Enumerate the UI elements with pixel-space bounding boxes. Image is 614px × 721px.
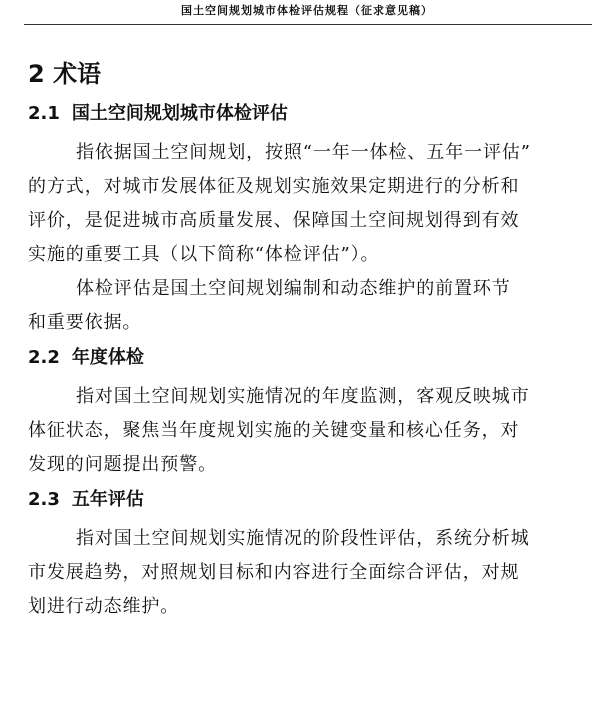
- text-line: 划进行动态维护。: [28, 596, 180, 617]
- text-line: 发现的问题提出预警。: [28, 454, 217, 475]
- subsection-number: 2.3: [28, 489, 60, 510]
- subsection-heading-2-3: [28, 482, 588, 518]
- text-line: 和重要依据。: [28, 312, 142, 333]
- header-divider: [24, 24, 592, 25]
- running-header: 国土空间规划城市体检评估规程（征求意见稿）: [181, 4, 433, 17]
- text-line: 体征状态，聚焦当年度规划实施的关键变量和核心任务，对: [28, 420, 520, 441]
- text-line: 指对国土空间规划实施情况的年度监测，客观反映城市: [76, 386, 530, 407]
- text-line: 市发展趋势，对照规划目标和内容进行全面综合评估，对规: [28, 562, 520, 583]
- paragraph: [28, 380, 588, 482]
- text-line: 指对国土空间规划实施情况的阶段性评估，系统分析城: [76, 528, 530, 549]
- section-heading: [28, 52, 588, 96]
- subsection-title: 年度体检: [71, 347, 144, 368]
- subsection-number: 2.1: [28, 103, 60, 124]
- text-line: 评价，是促进城市高质量发展、保障国土空间规划得到有效: [28, 210, 520, 231]
- text-line: 体检评估是国土空间规划编制和动态维护的前置环节: [76, 278, 511, 299]
- section-title: 术语: [53, 60, 102, 88]
- paragraph: [28, 522, 588, 624]
- subsection-heading-2-1: [28, 96, 588, 132]
- subsection-heading-2-2: [28, 340, 588, 376]
- paragraph: [28, 272, 588, 340]
- subsection-title: 五年评估: [71, 489, 144, 510]
- text-line: 指依据国土空间规划，按照“一年一体检、五年一评估”: [76, 142, 531, 163]
- subsection-title: 国土空间规划城市体检评估: [71, 103, 288, 124]
- document-body: [28, 52, 588, 624]
- text-line: 的方式，对城市发展体征及规划实施效果定期进行的分析和: [28, 176, 520, 197]
- text-line: 实施的重要工具（以下简称“体检评估”）。: [28, 244, 380, 265]
- subsection-number: 2.2: [28, 347, 60, 368]
- paragraph: [28, 136, 588, 272]
- section-number: 2: [28, 60, 45, 88]
